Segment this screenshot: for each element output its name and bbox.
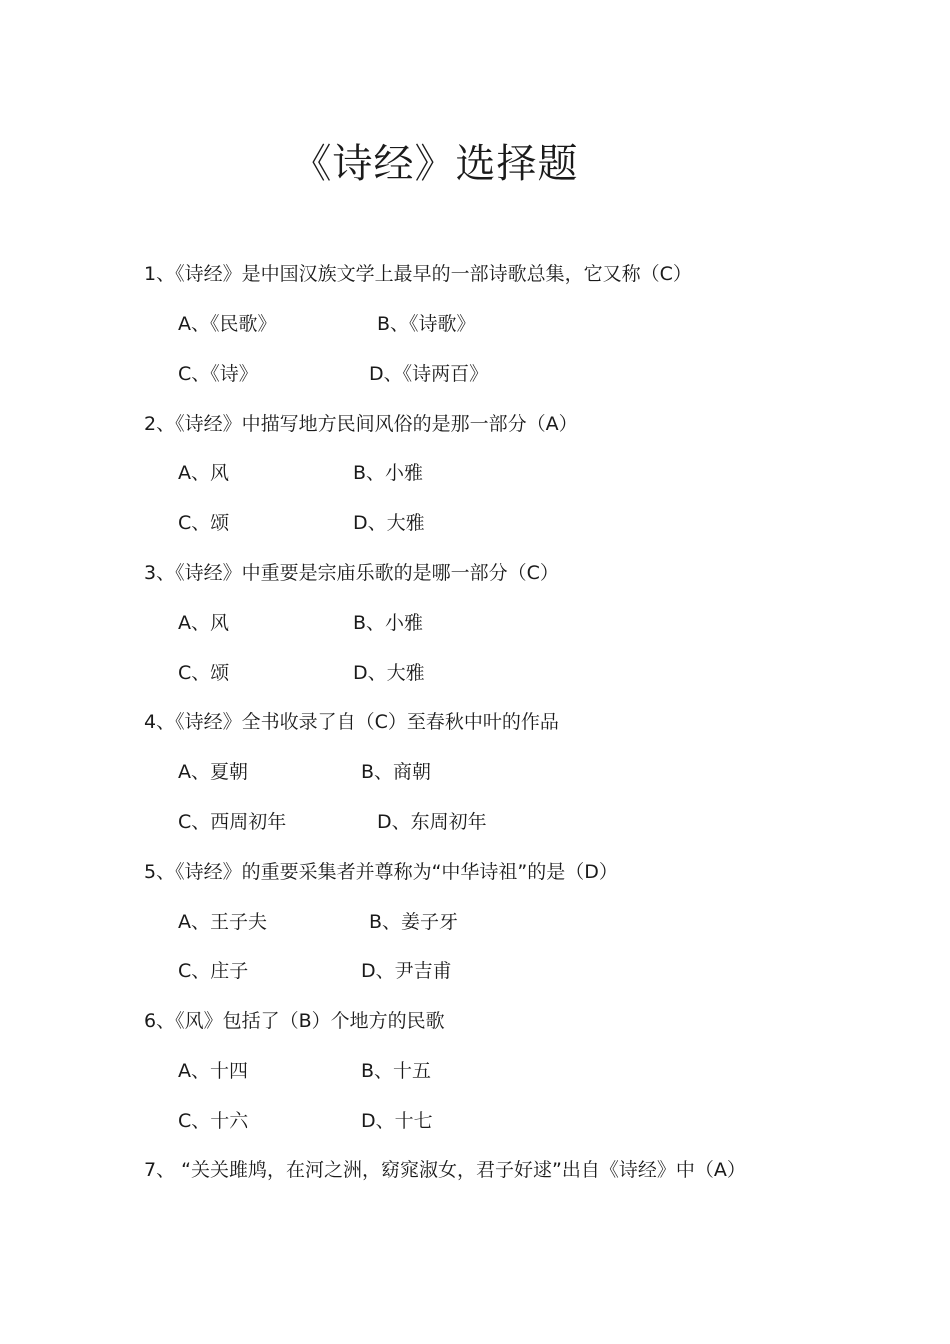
q1-option-a: A、《民歌》 — [178, 313, 277, 335]
question-2: 2、《诗经》中描写地方民间风俗的是那一部分（A） — [144, 413, 578, 435]
q3-option-a: A、风 — [178, 612, 229, 634]
q2-option-a: A、风 — [178, 462, 229, 484]
page-title: 《诗经》选择题 — [291, 141, 579, 187]
question-5: 5、《诗经》的重要采集者并尊称为“中华诗祖”的是（D） — [144, 861, 618, 883]
q1-option-d: D、《诗两百》 — [369, 363, 489, 385]
q2-option-c: C、颂 — [178, 512, 230, 534]
q1-option-c: C、《诗》 — [178, 363, 258, 385]
q6-option-a: A、十四 — [178, 1060, 248, 1082]
question-7: 7、 “关关雎鸠，在河之洲，窈窕淑女，君子好逑”出自《诗经》中（A） — [144, 1159, 746, 1181]
q2-option-b: B、小雅 — [353, 462, 424, 484]
q5-option-b: B、姜子牙 — [369, 911, 459, 933]
q6-option-b: B、十五 — [361, 1060, 432, 1082]
q3-option-d: D、大雅 — [353, 662, 425, 684]
q2-option-d: D、大雅 — [353, 512, 425, 534]
q4-option-a: A、夏朝 — [178, 761, 248, 783]
q3-option-c: C、颂 — [178, 662, 230, 684]
question-1: 1、《诗经》是中国汉族文学上最早的一部诗歌总集，它又称（C） — [144, 263, 692, 285]
q3-option-b: B、小雅 — [353, 612, 424, 634]
q1-option-b: B、《诗歌》 — [377, 313, 476, 335]
q5-option-a: A、王子夫 — [178, 911, 267, 933]
q5-option-c: C、庄子 — [178, 960, 249, 982]
q4-option-c: C、西周初年 — [178, 811, 287, 833]
question-3: 3、《诗经》中重要是宗庙乐歌的是哪一部分（C） — [144, 562, 559, 584]
q4-option-b: B、商朝 — [361, 761, 432, 783]
question-4: 4、《诗经》全书收录了自（C）至春秋中叶的作品 — [144, 711, 559, 733]
q6-option-d: D、十七 — [361, 1110, 433, 1132]
q4-option-d: D、东周初年 — [377, 811, 487, 833]
q5-option-d: D、尹吉甫 — [361, 960, 452, 982]
question-6: 6、《风》包括了（B）个地方的民歌 — [144, 1010, 445, 1032]
q6-option-c: C、十六 — [178, 1110, 249, 1132]
